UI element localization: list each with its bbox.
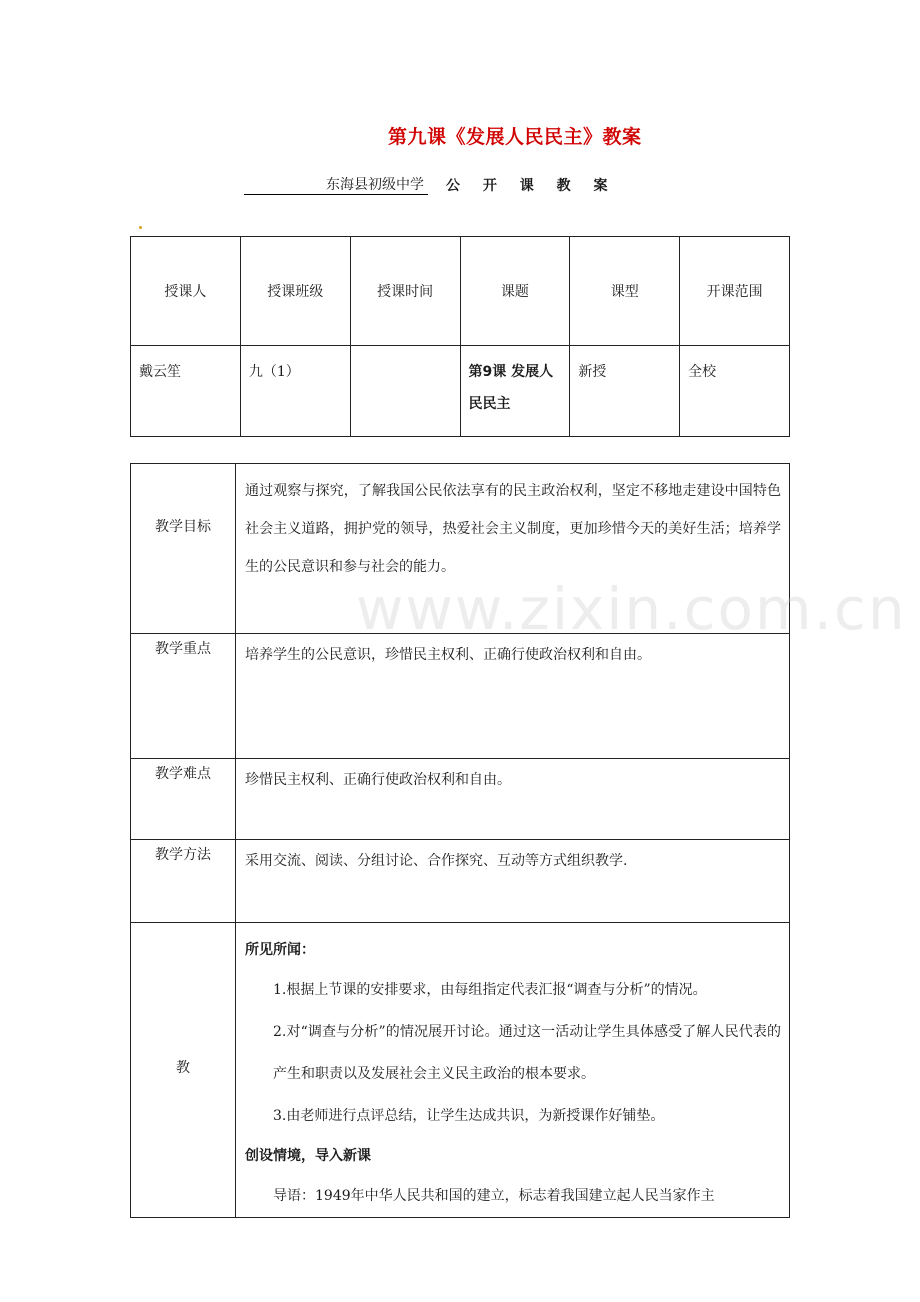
intro-text: 导语：1949年中华人民共和国的建立，标志着我国建立起人民当家作主 xyxy=(273,1188,715,1204)
header-teacher: 授课人 xyxy=(131,237,241,346)
value-scope: 全校 xyxy=(680,346,790,437)
info-value-row xyxy=(131,346,790,437)
objectives-label: 教学目标 xyxy=(131,464,236,634)
header-scope: 开课范围 xyxy=(680,237,790,346)
lesson-kind: 公 开 课 教 案 xyxy=(446,178,617,194)
process-label: 教 xyxy=(131,923,236,1218)
value-class: 九（1） xyxy=(240,346,350,437)
process-content xyxy=(236,923,790,1218)
value-time xyxy=(350,346,460,437)
header-lesson-type: 课型 xyxy=(570,237,680,346)
process-row xyxy=(131,923,790,1218)
objectives-row xyxy=(131,464,790,634)
key-points-label: 教学重点 xyxy=(131,634,236,759)
teaching-plan-table xyxy=(130,463,790,1218)
header-time: 授课时间 xyxy=(350,237,460,346)
school-name: 东海县初级中学 xyxy=(244,176,428,195)
process-item-3: 3.由老师进行点评总结，让学生达成共识，为新授课作好铺垫。 xyxy=(273,1108,665,1124)
decorative-dot xyxy=(139,226,142,229)
document-title: 第九课《发展人民民主》教案 xyxy=(388,126,642,148)
key-points-row xyxy=(131,634,790,759)
difficulties-text: 珍惜民主权利、正确行使政治权利和自由。 xyxy=(236,759,790,840)
methods-text: 采用交流、阅读、分组讨论、合作探究、互动等方式组织教学. xyxy=(236,840,790,923)
info-header-row xyxy=(131,237,790,346)
methods-label: 教学方法 xyxy=(131,840,236,923)
value-teacher: 戴云笙 xyxy=(131,346,241,437)
header-topic: 课题 xyxy=(460,237,570,346)
process-item-2: 2.对“调查与分析”的情况展开讨论。通过这一活动让学生具体感受了解人民代表的产生和职责以及发展社会主义民主政治的根本要求。 xyxy=(273,1024,781,1082)
section-heading-observe: 所见所闻： xyxy=(245,942,315,958)
value-topic: 第9课 发展人民民主 xyxy=(460,346,570,437)
subtitle xyxy=(244,173,617,195)
difficulties-row xyxy=(131,759,790,840)
difficulties-label: 教学难点 xyxy=(131,759,236,840)
lesson-info-table xyxy=(130,236,790,437)
watermark: www.zixin.com.cn xyxy=(356,575,907,643)
key-points-text: 培养学生的公民意识，珍惜民主权利、正确行使政治权利和自由。 xyxy=(236,634,790,759)
header-class: 授课班级 xyxy=(240,237,350,346)
value-lesson-type: 新授 xyxy=(570,346,680,437)
objectives-text: 通过观察与探究，了解我国公民依法享有的民主政治权利，坚定不移地走建设中国特色社会主义道路，拥护党的领导，热爱社会主义制度，更加珍惜今天的美好生活；培养学生的公民意识和参与社会的能力。 xyxy=(236,464,790,634)
section-heading-introduce: 创设情境，导入新课 xyxy=(245,1148,371,1164)
methods-row xyxy=(131,840,790,923)
process-item-1: 1.根据上节课的安排要求，由每组指定代表汇报“调查与分析”的情况。 xyxy=(273,982,707,998)
